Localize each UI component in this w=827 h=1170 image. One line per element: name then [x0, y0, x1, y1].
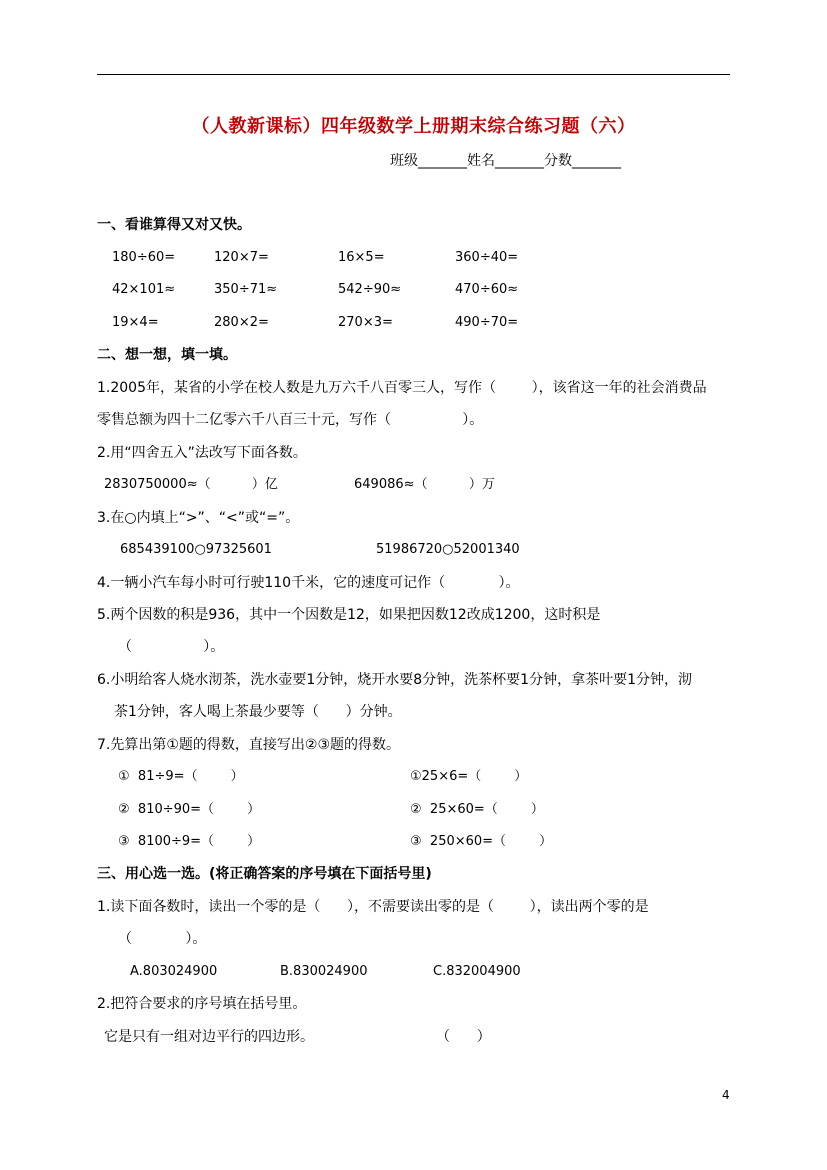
section3-heading: 三、用心选一选。(将正确答案的序号填在下面括号里): [97, 866, 432, 882]
question-text: 51986720○52001340: [376, 542, 520, 557]
question-text: 3.在○内填上“>”、“<”或“=”。: [97, 510, 300, 526]
calc-item: 270×3=: [338, 315, 393, 330]
calc-item: 19×4=: [112, 315, 159, 330]
question-text: ② 25×60=（ ）: [410, 802, 544, 817]
question-text: ①25×6=（ ）: [410, 769, 528, 784]
question-text: 1.2005年，某省的小学在校人数是九万六千八百零三人，写作（ ），该省这一年的社会消费品: [97, 380, 707, 396]
section1-heading: 一、看谁算得又对又快。: [97, 217, 251, 233]
option-a: A.803024900: [130, 964, 218, 979]
question-text: （ ）。: [118, 639, 225, 655]
question-text: 1.读下面各数时，读出一个零的是（ ），不需要读出零的是（ ），读出两个零的是: [97, 899, 649, 915]
calc-item: 180÷60=: [112, 250, 176, 265]
question-text: 685439100○97325601: [120, 542, 272, 557]
question-text: ③ 8100÷9=（ ）: [118, 834, 261, 849]
calc-item: 120×7=: [214, 250, 269, 265]
question-text: ② 810÷90=（ ）: [118, 802, 261, 817]
question-text: 茶1分钟，客人喝上茶最少要等（ ）分钟。: [114, 704, 402, 720]
calc-item: 350÷71≈: [214, 282, 278, 297]
option-c: C.832004900: [433, 964, 521, 979]
question-text: 它是只有一组对边平行的四边形。: [104, 1029, 314, 1045]
calc-item: 16×5=: [338, 250, 385, 265]
calc-item: 490÷70=: [455, 315, 519, 330]
calc-item: 280×2=: [214, 315, 269, 330]
question-text: （ ）。: [118, 931, 207, 947]
question-text: ③ 250×60=（ ）: [410, 834, 553, 849]
question-text: 2830750000≈（ ）亿: [104, 477, 278, 492]
header-rule: [97, 74, 730, 75]
question-text: 零售总额为四十二亿零六千八百三十元，写作（ ）。: [97, 412, 484, 428]
section2-heading: 二、想一想，填一填。: [97, 347, 237, 363]
question-text: 2.把符合要求的序号填在括号里。: [97, 996, 307, 1012]
question-text: 6.小明给客人烧水沏茶，洗水壶要1分钟，烧开水要8分钟，洗茶杯要1分钟，拿茶叶要1分钟，沏: [97, 672, 692, 688]
student-info-line: 班级_______姓名_______分数_______: [390, 153, 621, 169]
answer-blank: （ ）: [436, 1029, 491, 1045]
calc-item: 42×101≈: [112, 282, 176, 297]
question-text: 7.先算出第①题的得数，直接写出②③题的得数。: [97, 737, 401, 753]
calc-item: 360÷40=: [455, 250, 519, 265]
question-text: 2.用“四舍五入”法改写下面各数。: [97, 445, 307, 461]
option-b: B.830024900: [280, 964, 368, 979]
question-text: 5.两个因数的积是936，其中一个因数是12，如果把因数12改成1200，这时积是: [97, 607, 601, 623]
page-number: 4: [722, 1088, 730, 1102]
question-text: 649086≈（ ）万: [354, 477, 495, 492]
question-text: 4.一辆小汽车每小时可行驶110千米，它的速度可记作（ ）。: [97, 575, 520, 591]
question-text: ① 81÷9=（ ）: [118, 769, 244, 784]
page-title: （人教新课标）四年级数学上册期末综合练习题（六）: [191, 116, 636, 137]
calc-item: 470÷60≈: [455, 282, 519, 297]
calc-item: 542÷90≈: [338, 282, 402, 297]
